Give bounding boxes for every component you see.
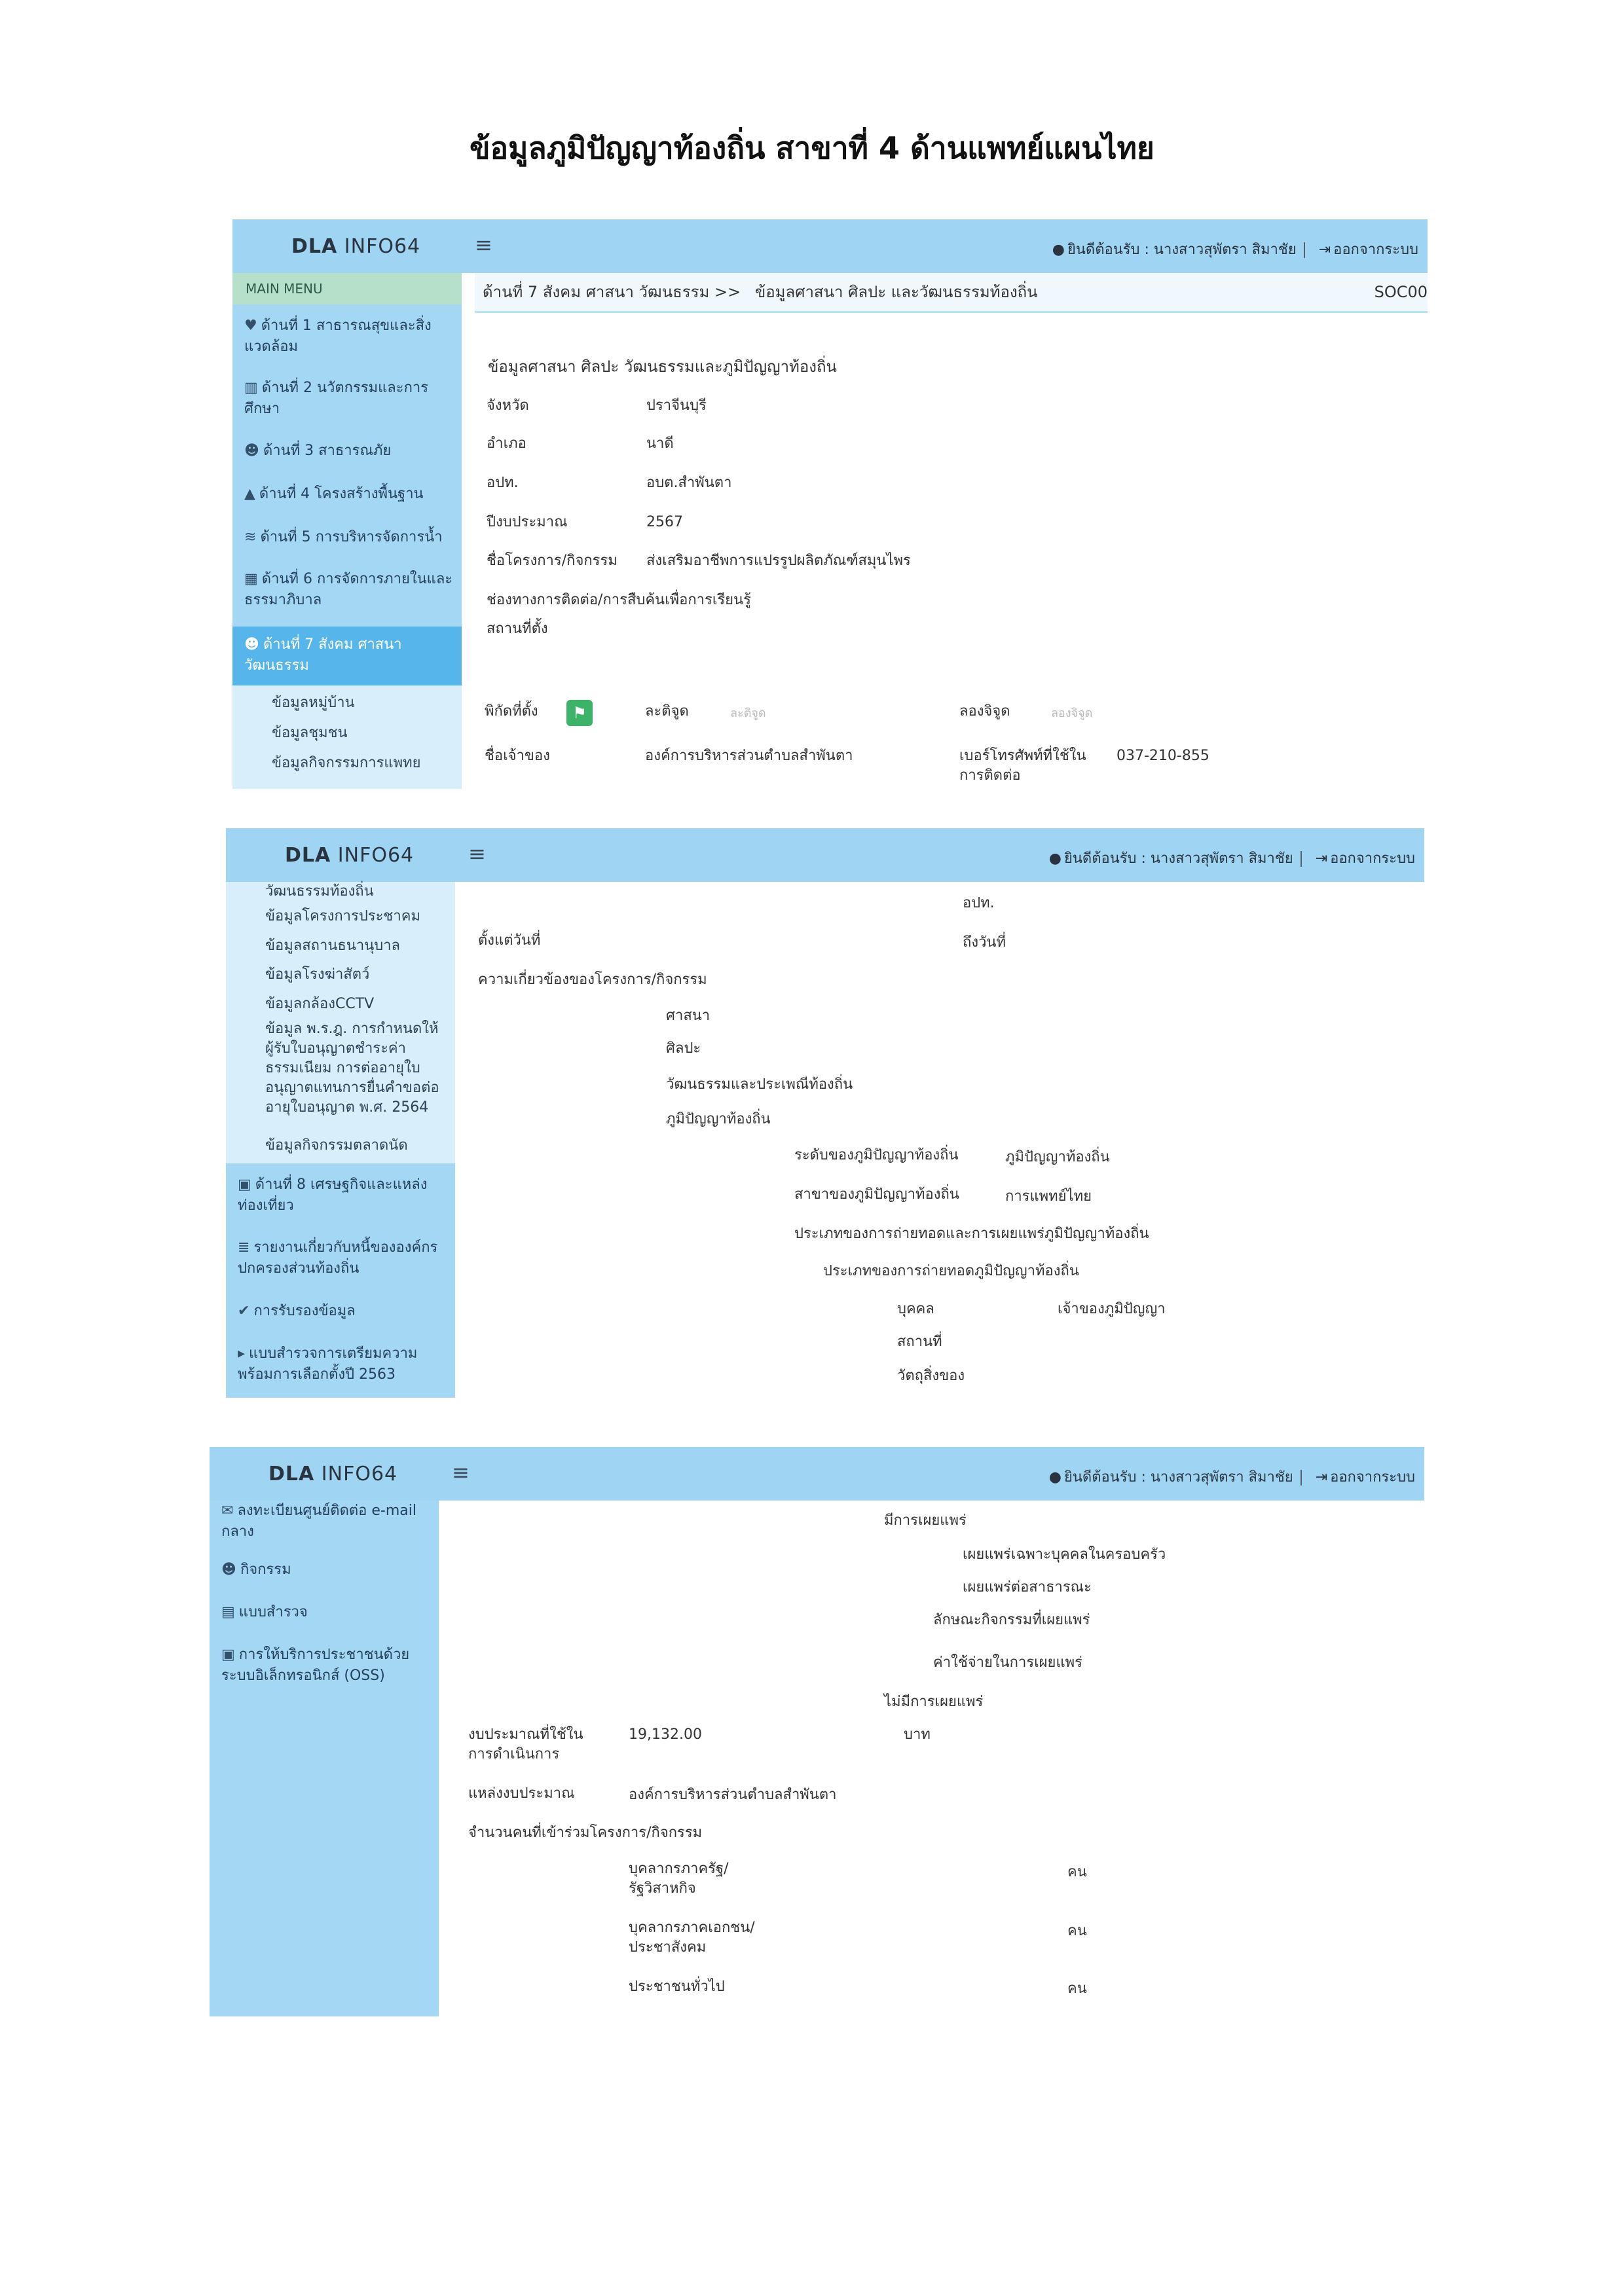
breadcrumb-code: SOC00: [1374, 283, 1428, 301]
lao-value: อบต.สำพันตา: [646, 475, 732, 491]
sidebar-item-society-label: ด้านที่ 7 สังคม ศาสนา วัฒนธรรม: [244, 636, 402, 674]
submenu-pawnshop[interactable]: ข้อมูลสถานธนานุบาล: [265, 938, 401, 954]
page-title: ข้อมูลภูมิปัญญาท้องถิ่น สาขาที่ 4 ด้านแพทย์แผนไทย: [470, 130, 1154, 166]
user-bar: [1046, 1465, 1415, 1488]
sidebar-item-education[interactable]: ▥ ด้านที่ 2 นวัตกรรมและการศึกษา: [244, 380, 429, 417]
brand-logo[interactable]: DLA INFO64: [268, 1463, 398, 1485]
rel-art: ศิลปะ: [666, 1040, 701, 1057]
budget-value: 19,132.00: [629, 1726, 702, 1743]
sidebar-item-activity[interactable]: ☻ กิจกรรม: [221, 1561, 291, 1578]
participant-gov: บุคลากรภาครัฐ/รัฐวิสาหกิจ: [629, 1861, 729, 1897]
sidebar-item-infrastructure[interactable]: ▲ ด้านที่ 4 โครงสร้างพื้นฐาน: [244, 486, 424, 502]
heartbeat-icon: ♥: [244, 318, 257, 334]
user-icon: ●: [1048, 850, 1061, 867]
water-icon: ≋: [244, 529, 257, 545]
rel-wisdom: ภูมิปัญญาท้องถิ่น: [666, 1111, 771, 1127]
sidebar-item-disaster[interactable]: ☻ ด้านที่ 3 สาธารณภัย: [244, 443, 392, 459]
users-icon: ☻: [244, 443, 259, 459]
person-label: บุคคล: [897, 1301, 934, 1317]
level-value: ภูมิปัญญาท้องถิ่น: [1005, 1149, 1110, 1165]
topbar: [226, 828, 1424, 882]
submenu-royal-decree[interactable]: ข้อมูล พ.ร.ฎ. การกำหนดให้ผู้รับใบอนุญาตชำระค่าธรรมเนียม การต่ออายุใบอนุญาตแทนการยื่นคำขอต่ออายุใบอนุญาต พ.ศ. 2564: [265, 1021, 439, 1116]
lao-label-2: อปท.: [963, 895, 995, 911]
no-publish: ไม่มีการเผยแพร่: [884, 1694, 984, 1710]
topbar: [232, 219, 1428, 273]
participant-public-unit: คน: [1067, 1980, 1087, 1997]
sidebar-item-health[interactable]: ♥ ด้านที่ 1 สาธารณสุขและสิ่งแวดล้อม: [244, 318, 432, 355]
welcome-text: ยินดีต้อนรับ : นางสาวสุพัตรา สิมาชัย: [1063, 1469, 1293, 1485]
user-icon: ☻: [221, 1561, 236, 1578]
money-icon: ▣: [238, 1176, 251, 1193]
submenu-2: [226, 882, 455, 1163]
logout-link[interactable]: ออกจากระบบ: [1330, 850, 1415, 867]
breadcrumb: [475, 273, 1428, 313]
brand-logo[interactable]: DLA INFO64: [285, 844, 415, 867]
submenu-village[interactable]: ข้อมูลหมู่บ้าน: [272, 695, 355, 711]
sidebar-item-water[interactable]: ≋ ด้านที่ 5 การบริหารจัดการน้ำ: [244, 529, 443, 545]
owner-label: ชื่อเจ้าของ: [485, 748, 550, 764]
has-publish: มีการเผยแพร่: [884, 1512, 967, 1529]
channel-label: ช่องทางการติดต่อ/การสืบค้นเพื่อการเรียนรู้: [487, 592, 751, 608]
source-label: แหล่งงบประมาณ: [468, 1785, 575, 1802]
person-value: เจ้าของภูมิปัญญา: [1058, 1301, 1166, 1317]
budget-label: งบประมาณที่ใช้ในการดำเนินการ: [468, 1726, 583, 1762]
project-label: ชื่อโครงการ/กิจกรรม: [487, 553, 618, 569]
budget-unit: บาท: [904, 1726, 931, 1743]
check-icon: ✔: [238, 1303, 250, 1319]
participant-gov-unit: คน: [1067, 1864, 1087, 1880]
place-label: สถานที่: [897, 1334, 942, 1350]
sidebar-item-economy[interactable]: ▣ ด้านที่ 8 เศรษฐกิจและแหล่งท่องเที่ยว: [238, 1176, 428, 1214]
object-label: วัตถุสิ่งของ: [897, 1368, 965, 1384]
breadcrumb-page: ข้อมูลศาสนา ศิลปะ และวัฒนธรรมท้องถิ่น: [754, 283, 1038, 301]
group-icon: ☻: [244, 636, 259, 653]
from-date-label: ตั้งแต่วันที่: [478, 932, 541, 949]
lao-label: อปท.: [487, 475, 519, 491]
building-icon: ▦: [244, 571, 258, 587]
branch-label: สาขาของภูมิปัญญาท้องถิ่น: [794, 1186, 959, 1203]
sidebar-item-survey[interactable]: ▤ แบบสำรวจ: [221, 1604, 308, 1620]
user-bar: [1050, 238, 1418, 261]
province-label: จังหวัด: [487, 397, 529, 414]
location-label: สถานที่ตั้ง: [487, 621, 548, 637]
lng-label: ลองจิจูด: [959, 703, 1010, 720]
lng-input[interactable]: ลองจิจูด: [1051, 706, 1093, 720]
screenshot-3: [210, 1447, 1424, 2016]
publish-activity: ลักษณะกิจกรรมที่เผยแพร่: [933, 1612, 1090, 1628]
submenu-community-meeting[interactable]: ข้อมูลโครงการประชาคม: [265, 908, 420, 924]
screenshot-2: [226, 828, 1424, 1398]
lat-label: ละติจูด: [645, 703, 689, 720]
participant-private-unit: คน: [1067, 1923, 1087, 1939]
participants-label: จำนวนคนที่เข้าร่วมโครงการ/กิจกรรม: [468, 1825, 703, 1841]
hamburger-icon[interactable]: ≡: [452, 1460, 470, 1485]
user-icon: ●: [1048, 1469, 1061, 1485]
submenu-market[interactable]: ข้อมูลกิจกรรมตลาดนัด: [265, 1137, 408, 1154]
logout-icon[interactable]: ⇥: [1315, 850, 1328, 867]
user-icon: ●: [1052, 242, 1065, 258]
submenu-local-culture[interactable]: วัฒนธรรมท้องถิ่น: [265, 883, 374, 900]
welcome-text: ยินดีต้อนรับ : นางสาวสุพัตรา สิมาชัย: [1063, 850, 1293, 867]
branch-value: การแพทย์ไทย: [1005, 1188, 1092, 1205]
sidebar-item-election-survey[interactable]: ▸ แบบสำรวจการเตรียมความพร้อมการเลือกตั้งปี 2563: [238, 1345, 418, 1383]
welcome-text: ยินดีต้อนรับ : นางสาวสุพัตรา สิมาชัย: [1067, 242, 1297, 258]
publish-public: เผยแพร่ต่อสาธารณะ: [963, 1579, 1092, 1595]
sidebar: [232, 273, 462, 789]
district-label: อำเภอ: [487, 435, 526, 452]
map-marker-button[interactable]: ⚑: [566, 700, 593, 726]
logout-link[interactable]: ออกจากระบบ: [1333, 242, 1418, 258]
logout-icon[interactable]: ⇥: [1318, 242, 1331, 258]
road-icon: ▲: [244, 486, 255, 502]
caret-right-icon: ▸: [238, 1345, 246, 1362]
publish-family: เผยแพร่เฉพาะบุคคลในครอบครัว: [963, 1546, 1166, 1563]
sidebar-item-society-active[interactable]: [232, 627, 462, 685]
submenu-community[interactable]: ข้อมูลชุมชน: [272, 725, 348, 741]
main-menu-label: MAIN MENU: [232, 273, 462, 304]
phone-label: เบอร์โทรศัพท์ที่ใช้ในการติดต่อ: [959, 748, 1086, 784]
lat-input[interactable]: ละติจูด: [730, 706, 766, 720]
form-heading: ข้อมูลศาสนา ศิลปะ วัฒนธรรมและภูมิปัญญาท้องถิ่น: [488, 357, 837, 376]
rel-culture: วัฒนธรรมและประเพณีท้องถิ่น: [666, 1076, 853, 1093]
logout-icon[interactable]: ⇥: [1315, 1469, 1328, 1485]
school-icon: ▥: [244, 380, 258, 396]
project-value: ส่งเสริมอาชีพการแปรรูปผลิตภัณฑ์สมุนไพร: [646, 553, 911, 569]
relation-label: ความเกี่ยวข้องของโครงการ/กิจกรรม: [478, 972, 707, 988]
monitor-icon: ▣: [221, 1647, 235, 1663]
level-label: ระดับของภูมิปัญญาท้องถิ่น: [794, 1147, 959, 1163]
submenu-1: [232, 685, 462, 789]
sidebar-item-debt-report[interactable]: ≣ รายงานเกี่ยวกับหนี้ขององค์กรปกครองส่วนท้องถิ่น: [238, 1239, 438, 1277]
sidebar-item-governance[interactable]: ▦ ด้านที่ 6 การจัดการภายในและธรรมาภิบาล: [244, 571, 453, 608]
file-icon: ▤: [221, 1604, 235, 1620]
transfer-type-label: ประเภทของการถ่ายทอดภูมิปัญญาท้องถิ่น: [823, 1263, 1079, 1279]
screenshot-1: [232, 219, 1428, 789]
sidebar: [226, 882, 455, 1398]
coords-label: พิกัดที่ตั้ง: [485, 703, 538, 720]
submenu-medicine[interactable]: ข้อมูลกิจกรรมการแพทย: [272, 755, 421, 771]
publish-cost: ค่าใช้จ่ายในการเผยแพร่: [933, 1654, 1082, 1671]
year-label: ปีงบประมาณ: [487, 514, 568, 530]
rel-religion: ศาสนา: [666, 1008, 710, 1024]
hamburger-icon[interactable]: ≡: [475, 232, 492, 257]
participant-private: บุคลากรภาคเอกชน/ประชาสังคม: [629, 1920, 755, 1956]
breadcrumb-section[interactable]: ด้านที่ 7 สังคม ศาสนา วัฒนธรรม >>: [483, 283, 741, 301]
year-value: 2567: [646, 514, 683, 530]
province-value: ปราจีนบุรี: [646, 397, 707, 414]
transfer-label: ประเภทของการถ่ายทอดและการเผยแพร่ภูมิปัญญาท้องถิ่น: [794, 1226, 1149, 1242]
report-icon: ≣: [238, 1239, 250, 1256]
district-value: นาดี: [646, 435, 674, 452]
hamburger-icon[interactable]: ≡: [468, 841, 486, 866]
owner-value: องค์การบริหารส่วนตำบลสำพันตา: [645, 748, 853, 764]
to-date-label: ถึงวันที่: [963, 934, 1006, 951]
sidebar-item-oss[interactable]: ▣ การให้บริการประชาชนด้วยระบบอิเล็กทรอนิกส์ (OSS): [221, 1647, 410, 1684]
phone-value: 037-210-855: [1116, 748, 1209, 764]
sidebar-item-certify[interactable]: ✔ การรับรองข้อมูล: [238, 1303, 356, 1319]
submenu-cctv[interactable]: ข้อมูลกล้องCCTV: [265, 996, 375, 1012]
topbar: [210, 1447, 1424, 1501]
sidebar-item-email[interactable]: ✉ ลงทะเบียนศูนย์ติดต่อ e-mail กลาง: [221, 1503, 416, 1540]
email-icon: ✉: [221, 1503, 234, 1519]
brand-logo[interactable]: DLA INFO64: [291, 235, 421, 258]
user-bar: [1046, 847, 1415, 869]
submenu-slaughterhouse[interactable]: ข้อมูลโรงฆ่าสัตว์: [265, 966, 370, 983]
logout-link[interactable]: ออกจากระบบ: [1330, 1469, 1415, 1485]
source-value: องค์การบริหารส่วนตำบลสำพันตา: [629, 1787, 837, 1803]
sidebar: [210, 1501, 439, 2016]
participant-public: ประชาชนทั่วไป: [629, 1978, 725, 1995]
